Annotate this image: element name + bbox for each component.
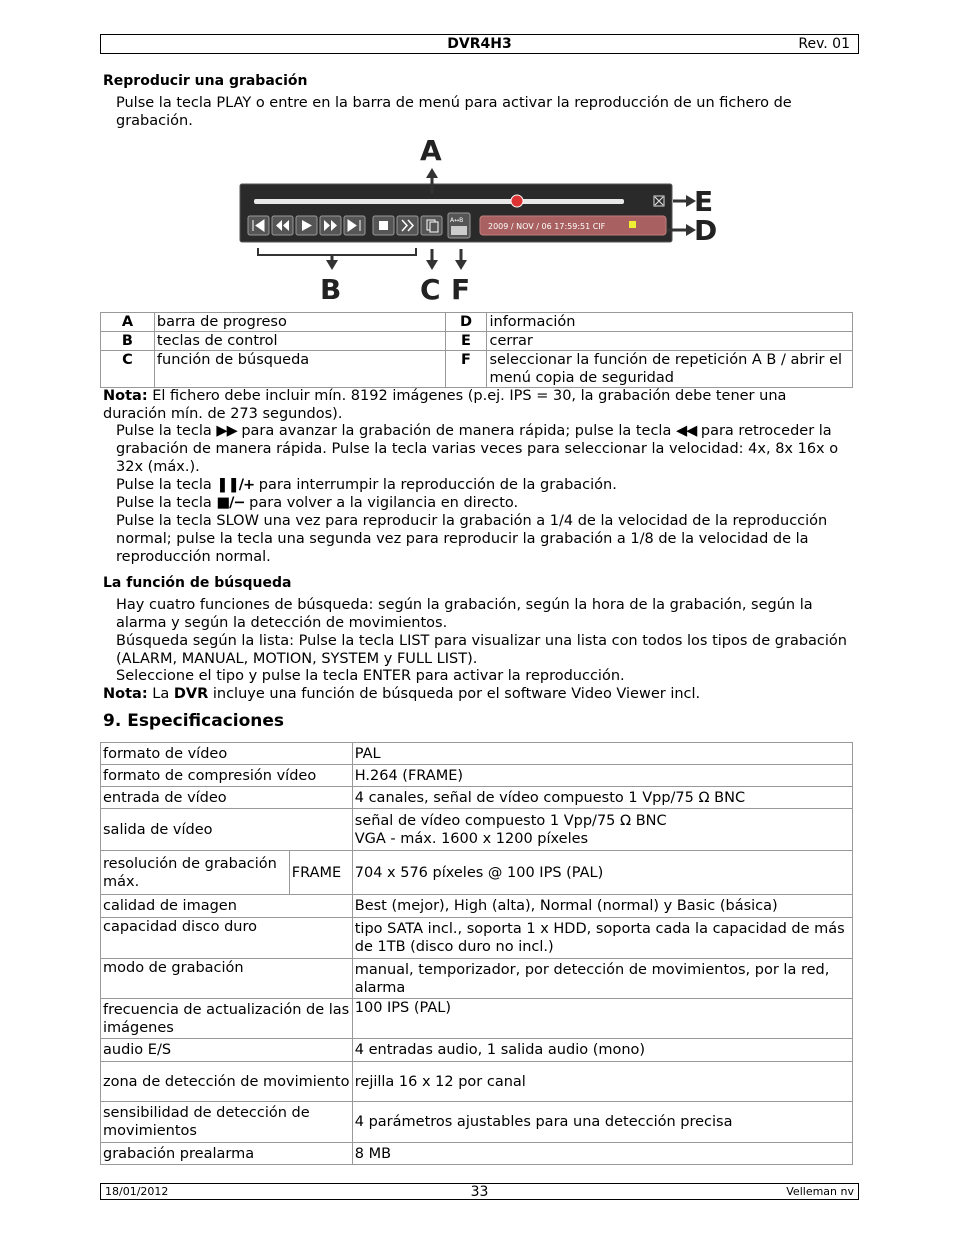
spec-row: calidad de imagen Best (mejor), High (alta), Normal (normal) y Basic (básica)	[101, 895, 853, 918]
spec-row: formato de vídeo PAL	[101, 743, 853, 765]
control-buttons	[248, 213, 470, 238]
spec-row: frecuencia de actualización de las imágenes 100 IPS (PAL)	[101, 999, 853, 1039]
section-title-search: La función de búsqueda	[103, 575, 292, 591]
section-title-playback: Reproducir una grabación	[103, 73, 308, 89]
legend-table	[100, 312, 853, 388]
para-slow: Pulse la tecla SLOW una vez para reproducir la grabación a 1/4 de la velocidad de la reproducción normal; pulse la tecla una segunda vez para reproducir la grabación a 1/8 de la velocidad de la reproducción normal.	[116, 513, 828, 565]
page-footer	[100, 1183, 859, 1200]
spec-row: formato de compresión vídeo H.264 (FRAME)	[101, 765, 853, 787]
rewind-icon: ◀◀	[675, 423, 697, 439]
spec-row: entrada de vídeo 4 canales, señal de vídeo compuesto 1 Vpp/75 Ω BNC	[101, 787, 853, 809]
page-header	[100, 34, 859, 54]
label-c: C	[420, 273, 441, 306]
info-datetime: 2009 / NOV / 06 17:59:51 CIF	[488, 222, 606, 231]
legend-row: A barra de progreso D información	[101, 313, 853, 332]
footer-company: Velleman nv	[786, 1185, 854, 1198]
svg-text:A↔B: A↔B	[450, 217, 464, 224]
search-para-1: Hay cuatro funciones de búsqueda: según la grabación, según la hora de la grabación, según la alarma y según la detección de movimientos.	[116, 597, 813, 631]
progress-track	[254, 199, 624, 204]
progress-handle	[511, 195, 523, 207]
search-para-2: Búsqueda según la lista: Pulse la tecla LIST para visualizar una lista con todos los tipos de grabación (ALARM, MANUAL, MOTION, SYSTEM y FULL LIST).	[116, 633, 847, 667]
legend-row: B teclas de control E cerrar	[101, 332, 853, 351]
fast-forward-icon	[320, 216, 341, 235]
stop-icon: ■/−	[216, 495, 245, 511]
page-number: 33	[470, 1184, 489, 1200]
label-d: D	[694, 214, 718, 247]
spec-row: sensibilidad de detección de movimientos 4 parámetros ajustables para una detección precisa	[101, 1102, 853, 1143]
playback-intro: Pulse la tecla PLAY o entre en la barra de menú para activar la reproducción de un fichero de grabación.	[116, 95, 792, 129]
search-para-3: Seleccione el tipo y pulse la tecla ENTER para activar la reproducción.	[116, 668, 625, 684]
para-pause: Pulse la tecla ❚❚/+ para interrumpir la reproducción de la grabación.	[116, 477, 617, 493]
para-stop: Pulse la tecla ■/− para volver a la vigilancia en directo.	[116, 495, 519, 511]
spec-row: audio E/S 4 entradas audio, 1 salida audio (mono)	[101, 1039, 853, 1062]
label-f: F	[451, 273, 471, 306]
note-min-frames: Nota: El fichero debe incluir mín. 8192 imágenes (p.ej. IPS = 30, la grabación debe tener una duración mín. de 273 segundos).	[103, 388, 787, 422]
legend-row: C función de búsqueda F seleccionar la función de repetición A B / abrir el menú copia de seguridad	[101, 351, 853, 388]
label-e: E	[694, 185, 714, 218]
note-video-viewer: Nota: La DVR incluye una función de búsqueda por el software Video Viewer incl.	[103, 686, 701, 702]
spec-row: modo de grabación manual, temporizador, por detección de movimientos, por la red, alarma	[101, 959, 853, 999]
label-b: B	[320, 273, 342, 306]
spec-row: grabación prealarma 8 MB	[101, 1143, 853, 1165]
header-model: DVR4H3	[447, 36, 512, 52]
spec-row: resolución de grabación máx. FRAME 704 x 576 píxeles @ 100 IPS (PAL)	[101, 851, 853, 895]
pause-icon: ❚❚/+	[216, 477, 255, 493]
para-fast-forward: Pulse la tecla ▶▶ para avanzar la grabación de manera rápida; pulse la tecla ◀◀ para retroceder la grabación de manera rápida. Pulse la tecla varias veces para seleccionar la velocidad: 4x, 8x 16x o 32x (máx.).	[116, 423, 839, 475]
footer-date: 18/01/2012	[105, 1185, 169, 1198]
rewind-icon	[272, 216, 293, 235]
spec-row: salida de vídeo señal de vídeo compuesto 1 Vpp/75 Ω BNC VGA - máx. 1600 x 1200 píxeles	[101, 809, 853, 851]
header-revision: Rev. 01	[798, 36, 850, 52]
section-title-specs: 9. Especificaciones	[103, 711, 285, 731]
spec-row: zona de detección de movimiento rejilla 16 x 12 por canal	[101, 1062, 853, 1102]
playback-bar-figure	[236, 136, 726, 306]
fast-forward-icon: ▶▶	[216, 423, 237, 439]
spec-row: capacidad disco duro tipo SATA incl., soporta 1 x HDD, soporta cada la capacidad de más de 1TB (disco duro no incl.)	[101, 918, 853, 959]
label-a: A	[420, 136, 442, 167]
specs-table	[100, 742, 853, 1165]
